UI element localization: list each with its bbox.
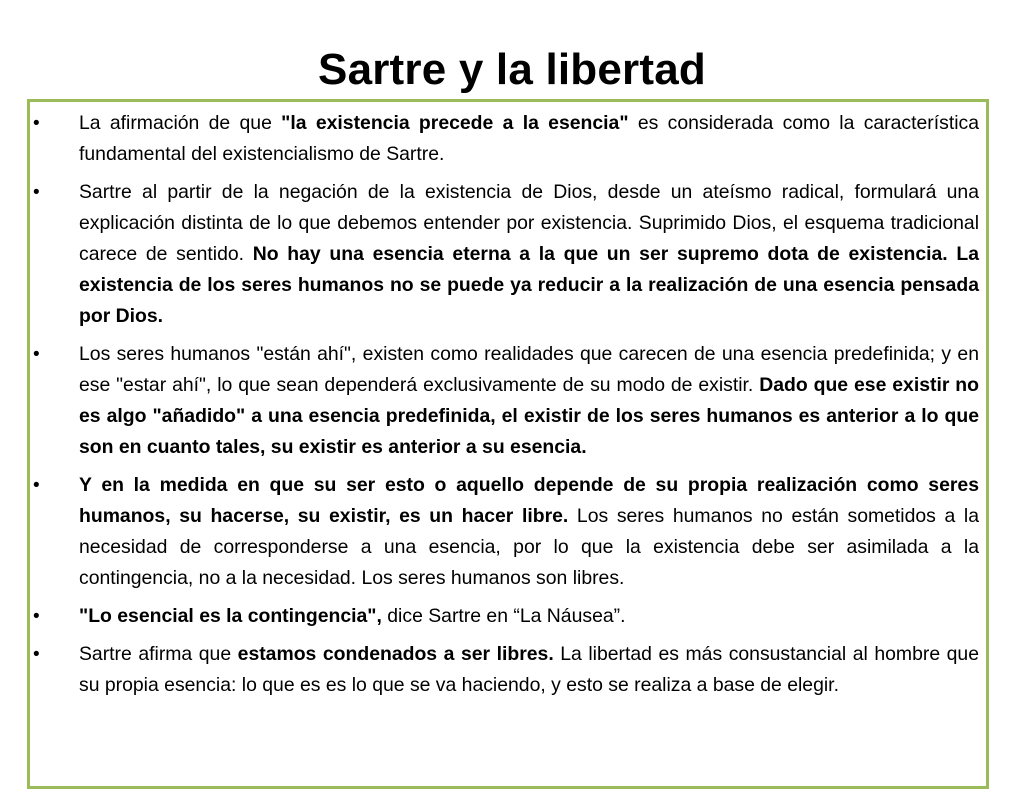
bullet-text-bold: Y en la medida en que su ser esto o aquello depende de su propia realización como seres humanos, su hacerse, su existir, es un hacer libre. (79, 474, 979, 527)
slide-title: Sartre y la libertad (318, 45, 706, 94)
bullet-dot-icon: • (33, 644, 40, 665)
bullet-text-bold: "la existencia precede a la esencia" (281, 112, 629, 134)
bullet-text-bold: No hay una esencia eterna a la que un ser supremo dota de existencia. La existencia de los seres humanos no se puede ya reducir a la realización de una esencia pensada por Dios. (79, 243, 979, 327)
bullet-list (33, 108, 979, 708)
bullet-text: Sartre al partir de la negación de la existencia de Dios, desde un ateísmo radical, formulará una explicación distinta de lo que debemos entender por existencia. Suprimido Dios, el esquema tradicional carece de sentido. (79, 181, 979, 265)
bullet-text: dice Sartre en “La Náusea”. (381, 605, 626, 627)
bullet-dot-icon: • (33, 182, 40, 203)
bullet-item (33, 639, 979, 701)
bullet-text-bold: estamos condenados a ser libres. (237, 643, 554, 665)
bullet-dot-icon: • (33, 475, 40, 496)
bullet-text-bold: Dado que ese existir no es algo "añadido" a una esencia predefinida, el existir de los seres humanos es anterior a lo que son en cuanto tales, su existir es anterior a su esencia. (79, 374, 979, 458)
bullet-item (33, 470, 979, 594)
bullet-text-bold: "Lo esencial es la contingencia", (79, 605, 382, 627)
bullet-text: Sartre afirma que (79, 643, 238, 665)
bullet-item (33, 108, 979, 170)
bullet-item (33, 177, 979, 332)
bullet-text: Los seres humanos no están sometidos a la necesidad de corresponderse a una esencia, por lo que la existencia debe ser asimilada a la contingencia, no a la necesidad. Los seres humanos son libres. (79, 505, 979, 589)
bullet-dot-icon: • (33, 113, 40, 134)
bullet-item (33, 601, 979, 632)
bullet-text: La libertad es más consustancial al hombre que su propia esencia: lo que es es lo que se va haciendo, y esto se realiza a base de elegir. (79, 643, 979, 696)
bullet-dot-icon: • (33, 344, 40, 365)
bullet-item (33, 339, 979, 463)
bullet-text: es considerada como la característica fundamental del existencialismo de Sartre. (79, 112, 980, 165)
bullet-dot-icon: • (33, 606, 40, 627)
bullet-text: Los seres humanos "están ahí", existen como realidades que carecen de una esencia predefinida; y en ese "estar ahí", lo que sean dependerá exclusivamente de su modo de existir. (79, 343, 979, 396)
bullet-text: La afirmación de que (79, 112, 282, 134)
